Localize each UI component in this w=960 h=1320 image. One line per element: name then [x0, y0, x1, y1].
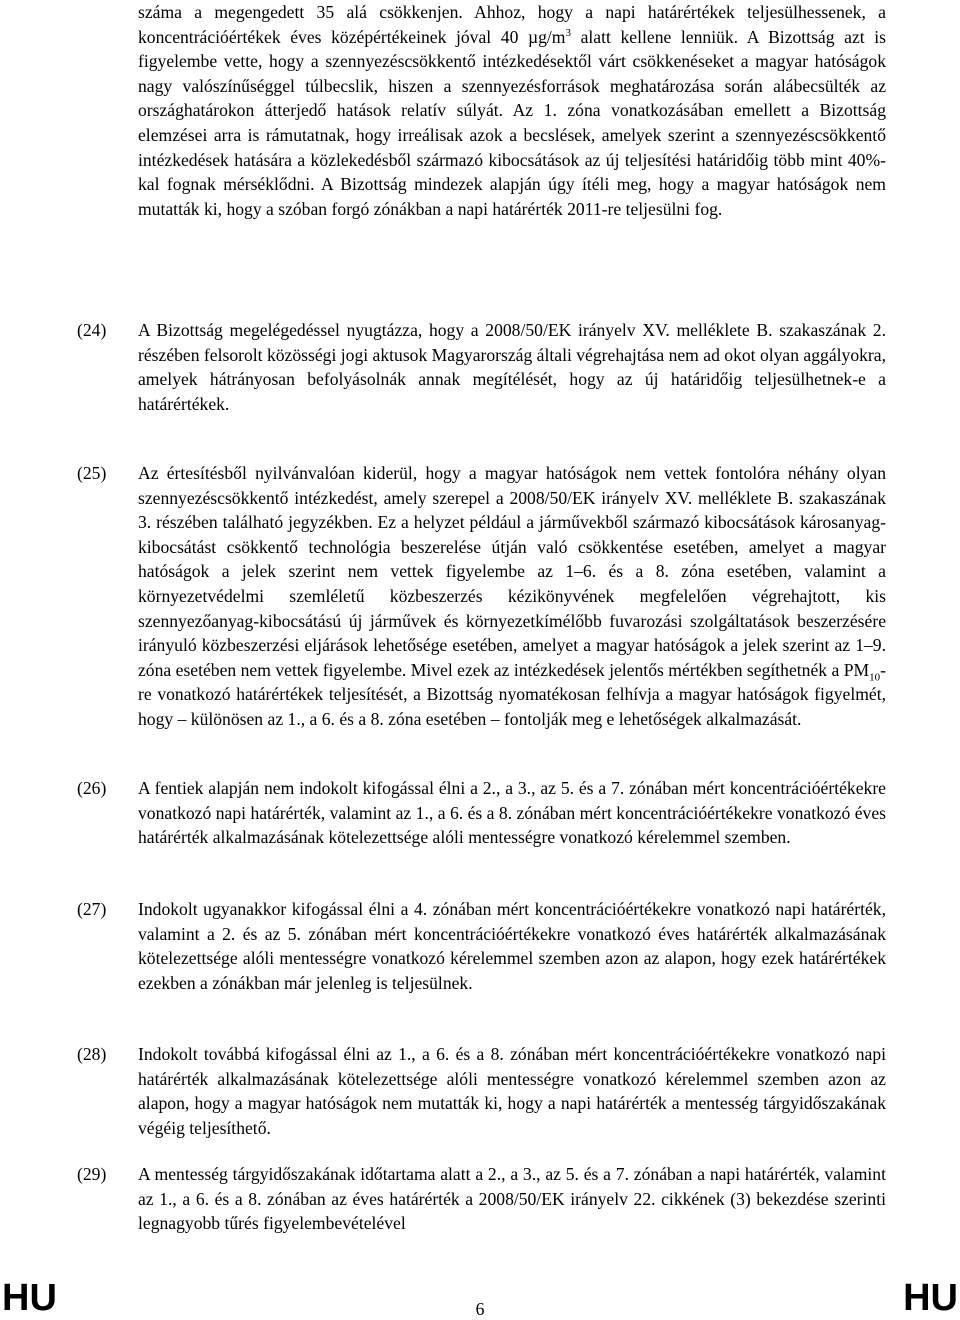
- paragraph-24: [77, 318, 886, 416]
- paragraph-text: A Bizottság megelégedéssel nyugtázza, hogy a 2008/50/EK irányelv XV. melléklete B. szakaszának 2. részében felsorolt közösségi jogi aktusok Magyarország általi végrehajtása nem ad okot olyan aggályokra, amelyek hátrányosan befolyásolnák annak megítélését, hogy az új határidőig teljesülhetnek-e a határértékek.: [138, 320, 886, 414]
- paragraph-number: (28): [77, 1044, 107, 1064]
- paragraph-29: [77, 1162, 886, 1236]
- paragraph-text: [138, 461, 886, 732]
- paragraph-text-part2: -re vonatkozó határértékek teljesítését, a Bizottság nyomatékosan felhívja a magyar hatóságok figyelmét, hogy – különösen az 1., a 6. és a 8. zóna esetében – fontolják meg e lehetőségek alkalmazását.: [138, 659, 886, 729]
- paragraph-text-part1: Az értesítésből nyilvánvalóan kiderül, hogy a magyar hatóságok nem vettek fontolóra néhány olyan szennyezéscsökkentő intézkedést, amely szerepel a 2008/50/EK irányelv XV. melléklete B. szakaszának 3. részében található jegyzékben. Ez a helyzet például a járművekből származó kibocsátások károsanyag-kibocsátást csökkentő technológia beszerelése útján való csökkentése esetében, amelyet a magyar hatóságok a jelek szerint nem vettek figyelembe az 1–6. és a 8. zóna esetében, valamint a környezetvédelmi szemléletű közbeszerzés kézikönyvének megfelelően végrehajtott, kis szennyezőanyag-kibocsátású új járművek és környezetkímélőbb fuvarozási szolgáltatások beszerzésére irányuló közbeszerzési eljárások lehetősége esetében, amelyet a magyar hatóságok a jelek szerint az 1–9. zóna esetében nem vettek figyelembe. Mivel ezek az intézkedések jelentős mértékben segíthetnék a PM: [138, 463, 886, 680]
- paragraph-26: [77, 776, 886, 850]
- paragraph-number: (26): [77, 778, 107, 798]
- paragraph-28: [77, 1042, 886, 1140]
- subscript-10: 10: [869, 671, 881, 684]
- paragraph-number: (25): [77, 463, 107, 483]
- superscript-3: 3: [565, 26, 571, 39]
- paragraph-25: [77, 461, 886, 732]
- paragraph-text: A mentesség tárgyidőszakának időtartama alatt a 2., a 3., az 5. és a 7. zónában a napi határérték, valamint az 1., a 6. és a 8. zónában az éves határérték a 2008/50/EK irányelv 22. cikkének (3) bekezdése szerinti legnagyobb tűrés figyelembevételével: [138, 1164, 886, 1234]
- footer-language-code-left: HU: [2, 1277, 57, 1319]
- paragraph-text: Indokolt továbbá kifogással élni az 1., a 6. és a 8. zónában mért koncentrációértékekre vonatkozó napi határérték alkalmazásának kötelezettsége alóli mentességre vonatkozó kérelemmel szemben azon az alapon, hogy a magyar hatóságok nem mutatták ki, hogy a napi határérték a mentesség tárgyidőszakának végéig teljesíthető.: [138, 1044, 886, 1138]
- paragraph-27: [77, 897, 886, 995]
- paragraph-number: (24): [77, 320, 107, 340]
- intro-text-part1: száma a megengedett 35 alá csökkenjen. Ahhoz, hogy a napi határértékek teljesülhessenek, a koncentrációértékek éves középértékeinek jóval 40 µg/m: [138, 2, 886, 47]
- paragraph-number: (29): [77, 1164, 107, 1184]
- footer-language-code-right: HU: [903, 1277, 958, 1319]
- paragraph-text: Indokolt ugyanakkor kifogással élni a 4. zónában mért koncentrációértékekre vonatkozó napi határérték, valamint a 2. és az 5. zónában mért koncentrációértékekre vonatkozó éves határérték alkalmazásának kötelezettsége alóli mentességre vonatkozó kérelemmel szemben azon az alapon, hogy ezek határértékek ezekben a zónákban már jelenleg is teljesülnek.: [138, 899, 886, 993]
- intro-paragraph: [138, 0, 886, 221]
- intro-text-part2: alatt kellene lenniük. A Bizottság azt is figyelembe vette, hogy a szennyezéscsökkentő intézkedésektől várt csökkenéseket a magyar hatóságok nagy valószínűséggel túlbecslik, hiszen a szennyezésforrások meghatározása során alábecsülték az országhatárokon átterjedő hatások relatív súlyát. Az 1. zóna vonatkozásában emellett a Bizottság elemzései arra is rámutatnak, hogy irreálisak azok a becslések, amelyek szerint a szennyezéscsökkentő intézkedések hatására a közlekedésből származó kibocsátások az új teljesítési határidőig több mint 40%-kal fognak mérséklődni. A Bizottság mindezek alapján úgy ítéli meg, hogy a magyar hatóságok nem mutatták ki, hogy a szóban forgó zónákban a napi határérték 2011-re teljesülni fog.: [138, 26, 886, 219]
- paragraph-text: A fentiek alapján nem indokolt kifogással élni a 2., a 3., az 5. és a 7. zónában mért koncentrációértékekre vonatkozó napi határérték, valamint az 1., a 6. és a 8. zónában mért koncentrációértékekre vonatkozó éves határérték alkalmazásának kötelezettsége alóli mentességre vonatkozó kérelemmel szemben.: [138, 778, 886, 848]
- page-number: 6: [475, 1299, 485, 1319]
- paragraph-number: (27): [77, 899, 107, 919]
